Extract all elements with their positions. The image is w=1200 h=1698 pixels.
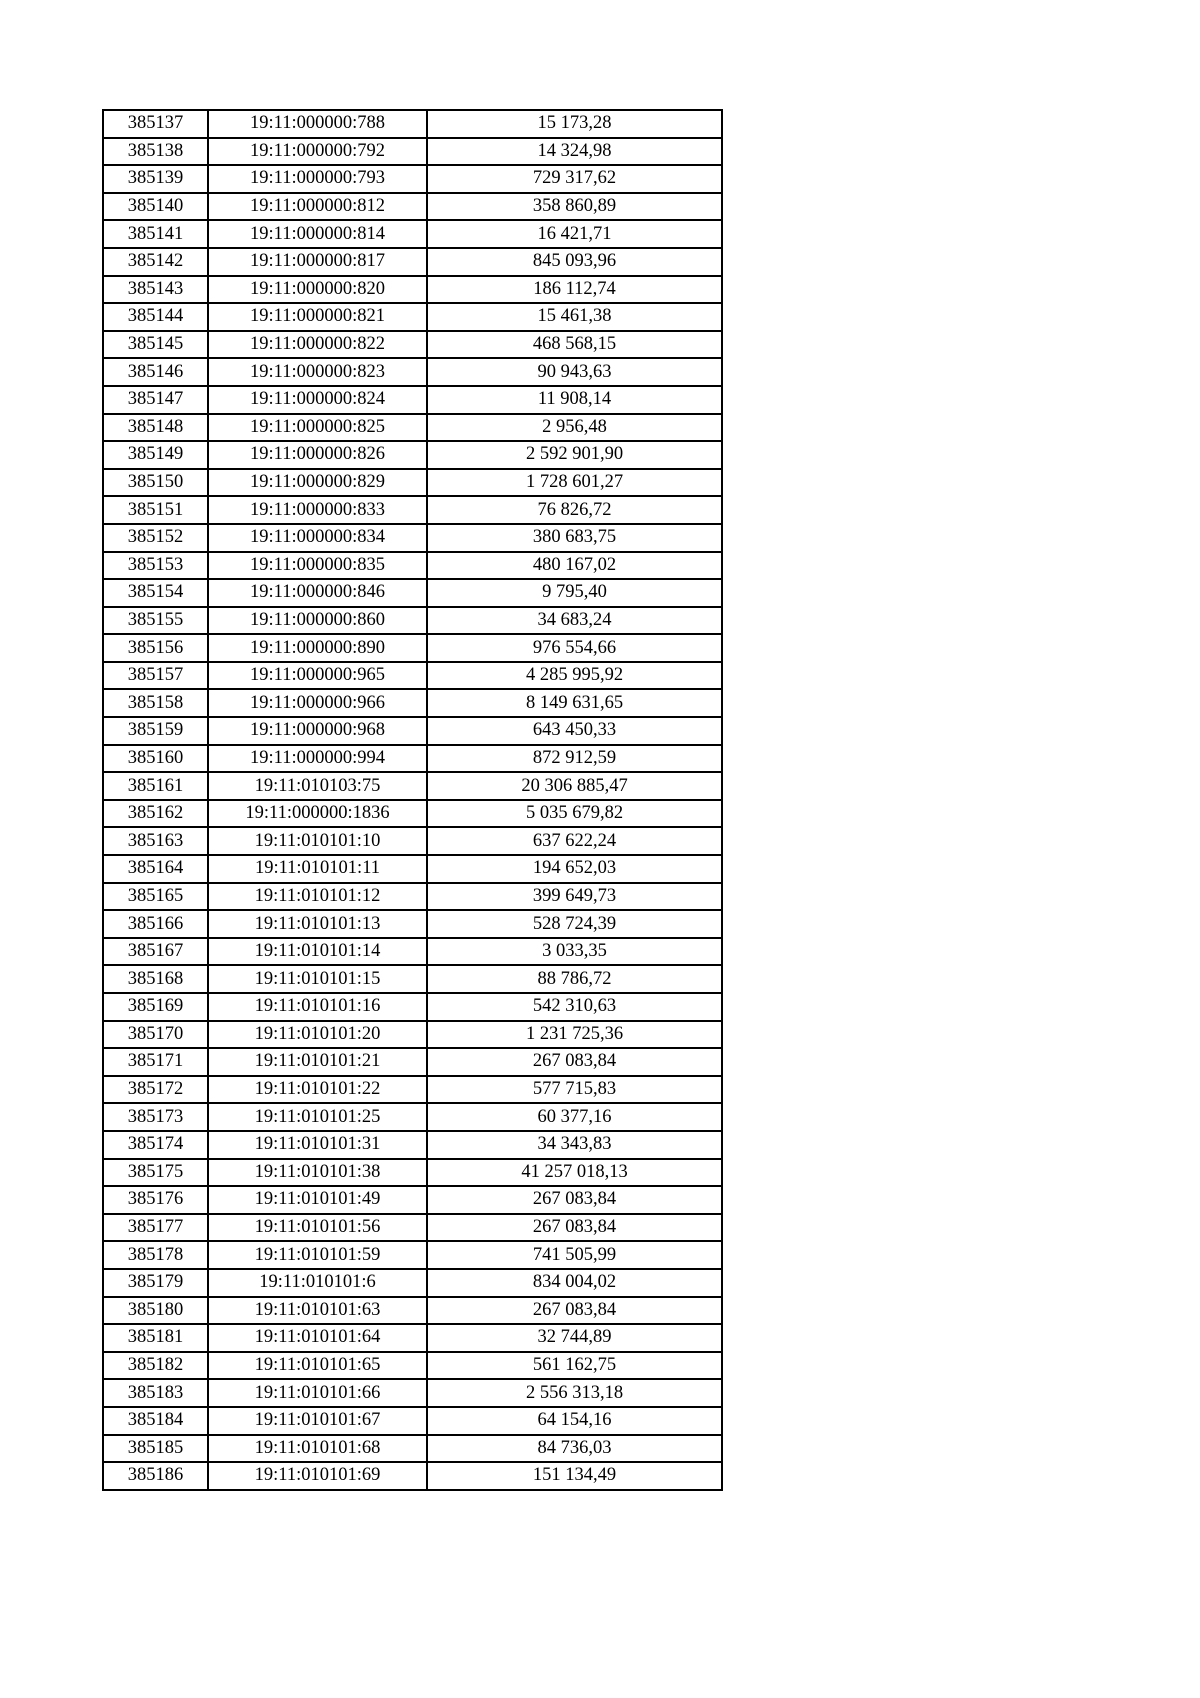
cadastral-number-cell: 19:11:010101:15 bbox=[208, 965, 427, 993]
cadastral-number-cell: 19:11:000000:965 bbox=[208, 662, 427, 690]
row-id-cell: 385184 bbox=[103, 1407, 208, 1435]
value-cell: 34 683,24 bbox=[427, 607, 722, 635]
cadastral-number-cell: 19:11:000000:817 bbox=[208, 248, 427, 276]
row-id-cell: 385145 bbox=[103, 331, 208, 359]
cadastral-number-cell: 19:11:010101:14 bbox=[208, 938, 427, 966]
row-id-cell: 385180 bbox=[103, 1297, 208, 1325]
cadastral-number-cell: 19:11:000000:994 bbox=[208, 745, 427, 773]
row-id-cell: 385161 bbox=[103, 772, 208, 800]
row-id-cell: 385170 bbox=[103, 1021, 208, 1049]
cadastral-number-cell: 19:11:000000:826 bbox=[208, 441, 427, 469]
cadastral-number-cell: 19:11:010101:67 bbox=[208, 1407, 427, 1435]
table-row bbox=[103, 1407, 722, 1435]
value-cell: 1 231 725,36 bbox=[427, 1021, 722, 1049]
table-row bbox=[103, 717, 722, 745]
table-body bbox=[103, 110, 722, 1490]
table-row bbox=[103, 662, 722, 690]
table-row bbox=[103, 607, 722, 635]
row-id-cell: 385152 bbox=[103, 524, 208, 552]
row-id-cell: 385138 bbox=[103, 138, 208, 166]
value-cell: 5 035 679,82 bbox=[427, 800, 722, 828]
row-id-cell: 385153 bbox=[103, 552, 208, 580]
cadastral-number-cell: 19:11:010101:25 bbox=[208, 1103, 427, 1131]
table-row bbox=[103, 386, 722, 414]
row-id-cell: 385163 bbox=[103, 827, 208, 855]
value-cell: 577 715,83 bbox=[427, 1076, 722, 1104]
table-row bbox=[103, 1352, 722, 1380]
table-row bbox=[103, 993, 722, 1021]
value-cell: 267 083,84 bbox=[427, 1297, 722, 1325]
table-row bbox=[103, 414, 722, 442]
row-id-cell: 385167 bbox=[103, 938, 208, 966]
value-cell: 480 167,02 bbox=[427, 552, 722, 580]
table-row bbox=[103, 441, 722, 469]
value-cell: 976 554,66 bbox=[427, 634, 722, 662]
value-cell: 358 860,89 bbox=[427, 193, 722, 221]
cadastral-number-cell: 19:11:010101:59 bbox=[208, 1241, 427, 1269]
cadastral-number-cell: 19:11:000000:824 bbox=[208, 386, 427, 414]
row-id-cell: 385182 bbox=[103, 1352, 208, 1380]
value-cell: 643 450,33 bbox=[427, 717, 722, 745]
row-id-cell: 385140 bbox=[103, 193, 208, 221]
cadastral-number-cell: 19:11:010101:6 bbox=[208, 1269, 427, 1297]
value-cell: 15 173,28 bbox=[427, 110, 722, 138]
row-id-cell: 385175 bbox=[103, 1159, 208, 1187]
row-id-cell: 385186 bbox=[103, 1462, 208, 1490]
cadastral-number-cell: 19:11:000000:834 bbox=[208, 524, 427, 552]
cadastral-number-cell: 19:11:000000:846 bbox=[208, 579, 427, 607]
table-row bbox=[103, 1048, 722, 1076]
table-row bbox=[103, 1021, 722, 1049]
table-row bbox=[103, 1379, 722, 1407]
row-id-cell: 385139 bbox=[103, 165, 208, 193]
row-id-cell: 385164 bbox=[103, 855, 208, 883]
value-cell: 2 592 901,90 bbox=[427, 441, 722, 469]
table-row bbox=[103, 910, 722, 938]
cadastral-number-cell: 19:11:010101:21 bbox=[208, 1048, 427, 1076]
value-cell: 399 649,73 bbox=[427, 883, 722, 911]
cadastral-number-cell: 19:11:010101:12 bbox=[208, 883, 427, 911]
cadastral-number-cell: 19:11:000000:890 bbox=[208, 634, 427, 662]
value-cell: 15 461,38 bbox=[427, 303, 722, 331]
value-cell: 4 285 995,92 bbox=[427, 662, 722, 690]
row-id-cell: 385158 bbox=[103, 689, 208, 717]
table-row bbox=[103, 800, 722, 828]
table-row bbox=[103, 110, 722, 138]
row-id-cell: 385176 bbox=[103, 1186, 208, 1214]
table-row bbox=[103, 827, 722, 855]
table-row bbox=[103, 1324, 722, 1352]
table-row bbox=[103, 1435, 722, 1463]
cadastral-number-cell: 19:11:010101:68 bbox=[208, 1435, 427, 1463]
cadastral-number-cell: 19:11:010101:31 bbox=[208, 1131, 427, 1159]
cadastral-number-cell: 19:11:010101:56 bbox=[208, 1214, 427, 1242]
row-id-cell: 385148 bbox=[103, 414, 208, 442]
cadastral-number-cell: 19:11:010101:20 bbox=[208, 1021, 427, 1049]
value-cell: 64 154,16 bbox=[427, 1407, 722, 1435]
cadastral-number-cell: 19:11:010101:38 bbox=[208, 1159, 427, 1187]
value-cell: 41 257 018,13 bbox=[427, 1159, 722, 1187]
table-row bbox=[103, 165, 722, 193]
table-row bbox=[103, 496, 722, 524]
table-row bbox=[103, 469, 722, 497]
value-cell: 20 306 885,47 bbox=[427, 772, 722, 800]
row-id-cell: 385159 bbox=[103, 717, 208, 745]
cadastral-number-cell: 19:11:000000:835 bbox=[208, 552, 427, 580]
table-row bbox=[103, 938, 722, 966]
table-row bbox=[103, 1241, 722, 1269]
row-id-cell: 385185 bbox=[103, 1435, 208, 1463]
cadastral-number-cell: 19:11:000000:860 bbox=[208, 607, 427, 635]
value-cell: 90 943,63 bbox=[427, 358, 722, 386]
value-cell: 151 134,49 bbox=[427, 1462, 722, 1490]
value-cell: 32 744,89 bbox=[427, 1324, 722, 1352]
table-row bbox=[103, 579, 722, 607]
row-id-cell: 385142 bbox=[103, 248, 208, 276]
row-id-cell: 385150 bbox=[103, 469, 208, 497]
row-id-cell: 385137 bbox=[103, 110, 208, 138]
value-cell: 8 149 631,65 bbox=[427, 689, 722, 717]
value-cell: 561 162,75 bbox=[427, 1352, 722, 1380]
row-id-cell: 385183 bbox=[103, 1379, 208, 1407]
table-row bbox=[103, 772, 722, 800]
table-row bbox=[103, 745, 722, 773]
table-row bbox=[103, 1297, 722, 1325]
cadastral-number-cell: 19:11:010101:10 bbox=[208, 827, 427, 855]
table-row bbox=[103, 358, 722, 386]
row-id-cell: 385144 bbox=[103, 303, 208, 331]
value-cell: 9 795,40 bbox=[427, 579, 722, 607]
table-row bbox=[103, 193, 722, 221]
table-row bbox=[103, 634, 722, 662]
cadastral-number-cell: 19:11:000000:821 bbox=[208, 303, 427, 331]
row-id-cell: 385179 bbox=[103, 1269, 208, 1297]
value-cell: 542 310,63 bbox=[427, 993, 722, 1021]
table-row bbox=[103, 883, 722, 911]
row-id-cell: 385169 bbox=[103, 993, 208, 1021]
data-table bbox=[102, 109, 723, 1491]
value-cell: 845 093,96 bbox=[427, 248, 722, 276]
cadastral-number-cell: 19:11:000000:966 bbox=[208, 689, 427, 717]
value-cell: 267 083,84 bbox=[427, 1048, 722, 1076]
value-cell: 872 912,59 bbox=[427, 745, 722, 773]
table-row bbox=[103, 331, 722, 359]
cadastral-number-cell: 19:11:000000:968 bbox=[208, 717, 427, 745]
value-cell: 2 956,48 bbox=[427, 414, 722, 442]
row-id-cell: 385177 bbox=[103, 1214, 208, 1242]
cadastral-number-cell: 19:11:010101:69 bbox=[208, 1462, 427, 1490]
value-cell: 468 568,15 bbox=[427, 331, 722, 359]
cadastral-number-cell: 19:11:010101:11 bbox=[208, 855, 427, 883]
cadastral-number-cell: 19:11:010101:66 bbox=[208, 1379, 427, 1407]
table-row bbox=[103, 220, 722, 248]
row-id-cell: 385155 bbox=[103, 607, 208, 635]
table-row bbox=[103, 1269, 722, 1297]
value-cell: 76 826,72 bbox=[427, 496, 722, 524]
value-cell: 60 377,16 bbox=[427, 1103, 722, 1131]
cadastral-number-cell: 19:11:010101:22 bbox=[208, 1076, 427, 1104]
table-row bbox=[103, 303, 722, 331]
table-row bbox=[103, 689, 722, 717]
row-id-cell: 385160 bbox=[103, 745, 208, 773]
cadastral-number-cell: 19:11:000000:1836 bbox=[208, 800, 427, 828]
row-id-cell: 385166 bbox=[103, 910, 208, 938]
row-id-cell: 385141 bbox=[103, 220, 208, 248]
cadastral-number-cell: 19:11:000000:792 bbox=[208, 138, 427, 166]
value-cell: 380 683,75 bbox=[427, 524, 722, 552]
table-row bbox=[103, 248, 722, 276]
value-cell: 1 728 601,27 bbox=[427, 469, 722, 497]
table-row bbox=[103, 1131, 722, 1159]
value-cell: 11 908,14 bbox=[427, 386, 722, 414]
cadastral-number-cell: 19:11:000000:823 bbox=[208, 358, 427, 386]
value-cell: 14 324,98 bbox=[427, 138, 722, 166]
table-row bbox=[103, 524, 722, 552]
value-cell: 2 556 313,18 bbox=[427, 1379, 722, 1407]
value-cell: 34 343,83 bbox=[427, 1131, 722, 1159]
row-id-cell: 385156 bbox=[103, 634, 208, 662]
cadastral-number-cell: 19:11:000000:820 bbox=[208, 276, 427, 304]
row-id-cell: 385178 bbox=[103, 1241, 208, 1269]
cadastral-number-cell: 19:11:010101:63 bbox=[208, 1297, 427, 1325]
row-id-cell: 385173 bbox=[103, 1103, 208, 1131]
cadastral-number-cell: 19:11:010101:49 bbox=[208, 1186, 427, 1214]
row-id-cell: 385168 bbox=[103, 965, 208, 993]
table-row bbox=[103, 1159, 722, 1187]
value-cell: 729 317,62 bbox=[427, 165, 722, 193]
row-id-cell: 385181 bbox=[103, 1324, 208, 1352]
row-id-cell: 385171 bbox=[103, 1048, 208, 1076]
row-id-cell: 385172 bbox=[103, 1076, 208, 1104]
table-row bbox=[103, 1462, 722, 1490]
value-cell: 741 505,99 bbox=[427, 1241, 722, 1269]
cadastral-number-cell: 19:11:010101:13 bbox=[208, 910, 427, 938]
cadastral-number-cell: 19:11:010101:65 bbox=[208, 1352, 427, 1380]
table-row bbox=[103, 965, 722, 993]
cadastral-number-cell: 19:11:010103:75 bbox=[208, 772, 427, 800]
row-id-cell: 385146 bbox=[103, 358, 208, 386]
row-id-cell: 385154 bbox=[103, 579, 208, 607]
value-cell: 267 083,84 bbox=[427, 1186, 722, 1214]
table-row bbox=[103, 138, 722, 166]
value-cell: 194 652,03 bbox=[427, 855, 722, 883]
value-cell: 16 421,71 bbox=[427, 220, 722, 248]
row-id-cell: 385162 bbox=[103, 800, 208, 828]
row-id-cell: 385151 bbox=[103, 496, 208, 524]
row-id-cell: 385157 bbox=[103, 662, 208, 690]
table-row bbox=[103, 552, 722, 580]
row-id-cell: 385149 bbox=[103, 441, 208, 469]
cadastral-number-cell: 19:11:000000:822 bbox=[208, 331, 427, 359]
value-cell: 267 083,84 bbox=[427, 1214, 722, 1242]
cadastral-number-cell: 19:11:000000:833 bbox=[208, 496, 427, 524]
cadastral-number-cell: 19:11:000000:829 bbox=[208, 469, 427, 497]
cadastral-number-cell: 19:11:000000:825 bbox=[208, 414, 427, 442]
value-cell: 84 736,03 bbox=[427, 1435, 722, 1463]
value-cell: 834 004,02 bbox=[427, 1269, 722, 1297]
cadastral-number-cell: 19:11:000000:812 bbox=[208, 193, 427, 221]
table-row bbox=[103, 1103, 722, 1131]
cadastral-number-cell: 19:11:000000:793 bbox=[208, 165, 427, 193]
cadastral-number-cell: 19:11:000000:788 bbox=[208, 110, 427, 138]
row-id-cell: 385174 bbox=[103, 1131, 208, 1159]
table-row bbox=[103, 855, 722, 883]
table-row bbox=[103, 1186, 722, 1214]
table-row bbox=[103, 1076, 722, 1104]
value-cell: 186 112,74 bbox=[427, 276, 722, 304]
row-id-cell: 385143 bbox=[103, 276, 208, 304]
value-cell: 88 786,72 bbox=[427, 965, 722, 993]
value-cell: 637 622,24 bbox=[427, 827, 722, 855]
cadastral-number-cell: 19:11:010101:16 bbox=[208, 993, 427, 1021]
value-cell: 528 724,39 bbox=[427, 910, 722, 938]
table-row bbox=[103, 1214, 722, 1242]
table-row bbox=[103, 276, 722, 304]
row-id-cell: 385147 bbox=[103, 386, 208, 414]
value-cell: 3 033,35 bbox=[427, 938, 722, 966]
row-id-cell: 385165 bbox=[103, 883, 208, 911]
cadastral-number-cell: 19:11:000000:814 bbox=[208, 220, 427, 248]
cadastral-number-cell: 19:11:010101:64 bbox=[208, 1324, 427, 1352]
